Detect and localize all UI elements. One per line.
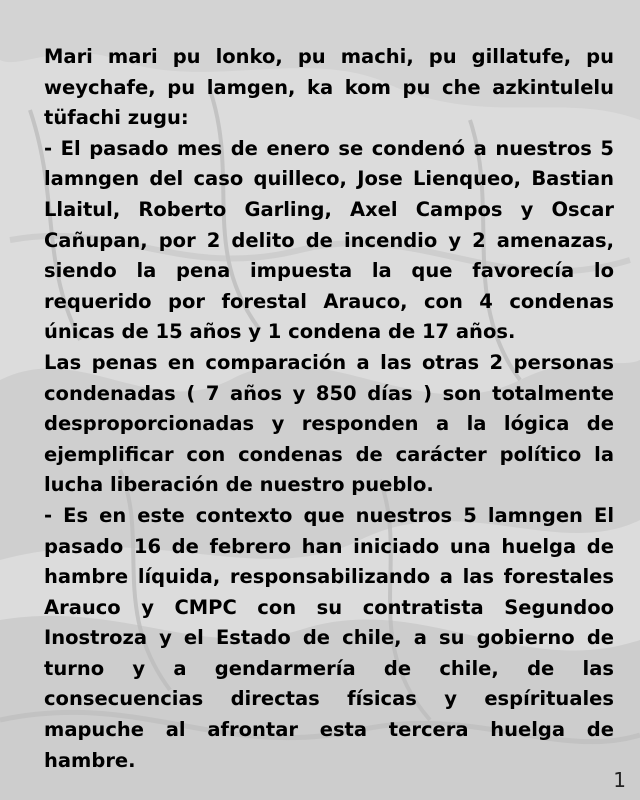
paragraph-hunger-strike: - Es en este contexto que nuestros 5 lamngen El pasado 16 de febrero han iniciado una huelga de hambre líquida, responsabilizando a las forestales Arauco y CMPC con su contratista Segundoo Inostroza y el Estado de chile, a su gobierno de turno y a gendarmería de chile, de las consecuencias directas físicas y espírituales mapuche al afrontar esta tercera huelga de hambre. [44,503,614,772]
paragraph-sentence: - El pasado mes de enero se condenó a nuestros 5 lamngen del caso quilleco, Jose Lienqueo, Bastian Llaitul, Roberto Garling, Axel Campos y Oscar Cañupan, por 2 delito de incendio y 2 amenazas, siendo la pena impuesta la que favorecía lo requerido por forestal Arauco, con 4 condenas únicas de 15 años y 1 condena de 17 años. [44,136,614,344]
document-body [44,42,614,776]
paragraph-penalties: Las penas en comparación a las otras 2 personas condenadas ( 7 años y 850 días ) son totalmente desproporcionadas y responden a la lógica de ejemplificar con condenas de carácter político la lucha liberación de nuestro pueblo. [44,350,614,497]
paragraph-greeting: Mari mari pu lonko, pu machi, pu gillatufe, pu weychafe, pu lamgen, ka kom pu che azkintulelu tüfachi zugu: [44,45,614,130]
page-number: 1 [613,768,626,792]
